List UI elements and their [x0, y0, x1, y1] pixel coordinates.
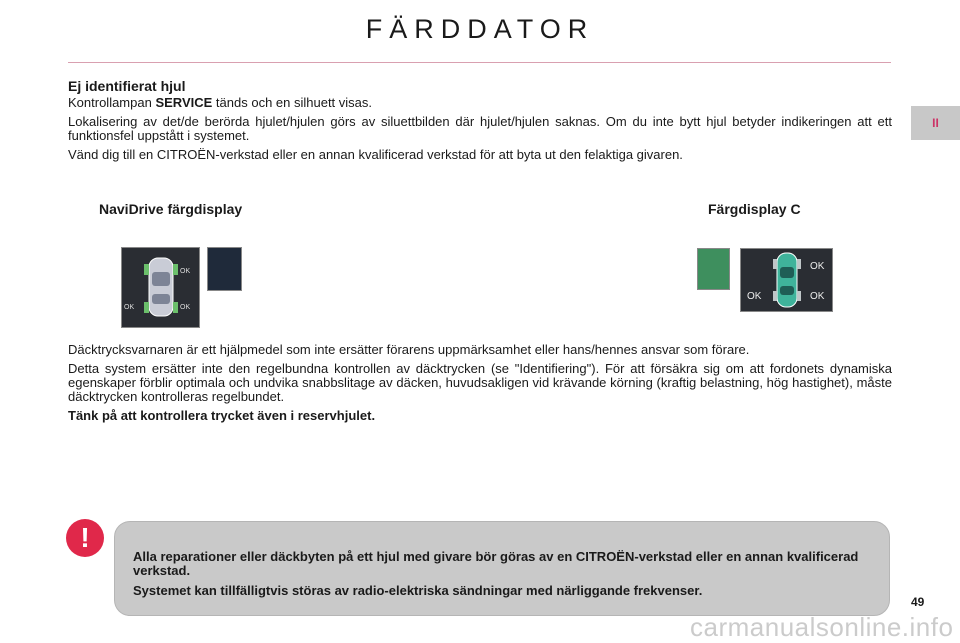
paragraph-service [68, 96, 892, 110]
title-divider [68, 62, 891, 63]
paragraph-regular-check: Detta system ersätter inte den regelbundna kontrollen av däcktrycken (se "Identifiering"). För att försäkra sig om att fordonets dynamiska egenskaper förblir optimala och undvika snabbslitage av däcken, huvudsakligen vid krävande körning (kraftig belastning, hög hastighet), måste däcktrycken kontrolleras regelbundet. [68, 361, 892, 404]
warning-repairs-text: Alla reparationer eller däckbyten på ett hjul med givare bör göras av en CITROËN-verkstad eller en annan kvalificerad verkstad. [133, 549, 859, 578]
page-title: FÄRDDATOR [365, 14, 595, 44]
watermark: carmanualsonline.info [690, 612, 954, 642]
ok-label-c-rear-right: OK [810, 291, 825, 302]
service-keyword: SERVICE [155, 95, 213, 110]
page-number: 49 [911, 595, 925, 609]
service-text-after: tänds och en silhuett visas. [215, 95, 373, 110]
ok-label-front-right: OK [180, 268, 191, 275]
section-heading: Ej identifierat hjul [68, 78, 186, 94]
service-lamp-image-c [697, 248, 730, 290]
ok-label-rear-left: OK [124, 304, 135, 311]
ok-label-rear-right: OK [180, 304, 191, 311]
paragraph-assistant: Däcktrycksvarnaren är ett hjälpmedel som inte ersätter förarens uppmärksamhet eller hans/hennes ansvar som förare. [68, 342, 750, 357]
display-c-screen-image [740, 248, 833, 312]
lower-content [68, 343, 892, 428]
ok-label-c-front-right: OK [810, 261, 825, 272]
navidrive-screen-image [121, 247, 200, 328]
warning-interference-text: Systemet kan tillfälligtvis störas av radio-elektriska sändningar med närliggande frekvenser. [133, 583, 703, 598]
section-content [68, 79, 892, 167]
service-lamp-image [207, 247, 242, 291]
paragraph-localization: Lokalisering av det/de berörda hjulet/hjulen görs av siluettbilden där hjulet/hjulen saknas. Om du inte bytt hjul betyder indikeringen att ett funktionsfel uppstått i systemet. [68, 114, 892, 143]
warning-box [114, 521, 890, 616]
chapter-tab[interactable]: II [911, 106, 960, 140]
navidrive-label: NaviDrive färgdisplay [99, 201, 243, 217]
paragraph-workshop: Vänd dig till en CITROËN-verkstad eller en annan kvalificerad verkstad för att byta ut den felaktiga givaren. [68, 147, 683, 162]
warning-exclamation-icon: ! [66, 519, 104, 557]
ok-label-c-rear-left: OK [747, 291, 762, 302]
color-display-c-label: Färgdisplay C [708, 201, 801, 217]
car-silhouette-icon [122, 248, 199, 327]
paragraph-spare-wheel: Tänk på att kontrollera trycket även i reservhjulet. [68, 408, 376, 423]
service-text-before: Kontrollampan [68, 95, 152, 110]
